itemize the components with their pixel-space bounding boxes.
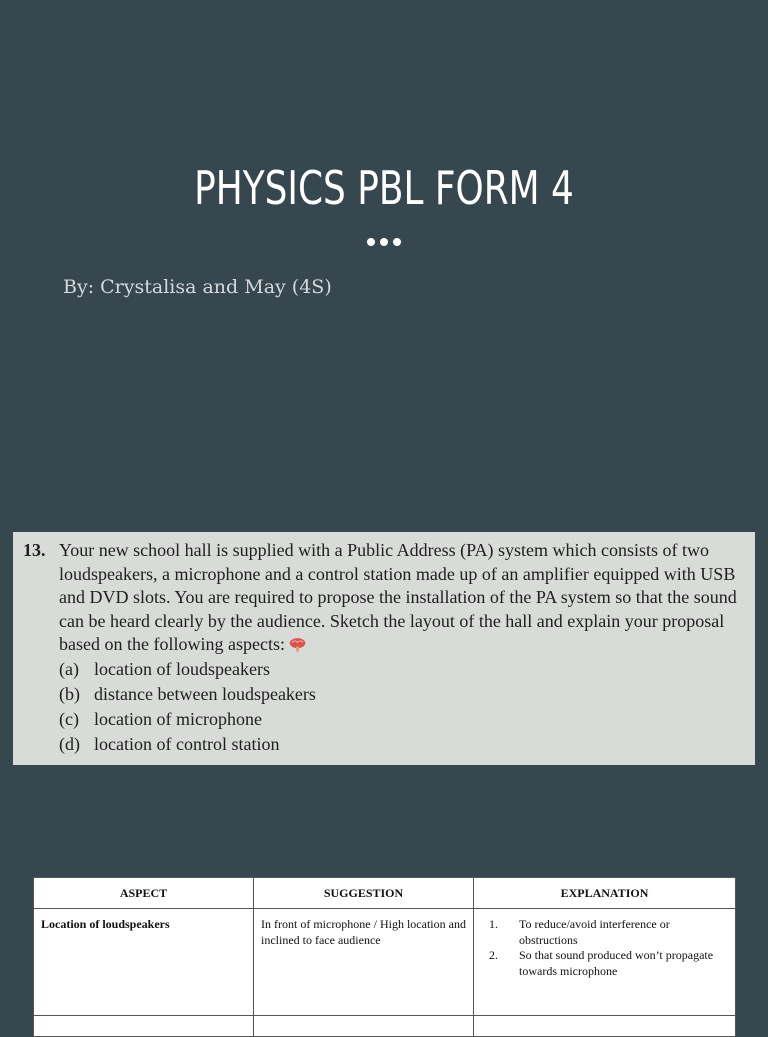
question-text: Your new school hall is supplied with a Public Address (PA) system which consists of two loudspeakers, a microphone and a control station made up of an amplifier equipped with USB and DVD slots. You are required to propose the installation of the PA system so that the sound can be heard clearly by the audience. Sketch the layout of the hall and explain your proposal based on the following aspects: [59, 540, 737, 654]
header-explanation: EXPLANATION [474, 878, 736, 909]
answer-table [33, 877, 735, 1037]
table-row [34, 909, 736, 1016]
separator-dots [0, 238, 768, 246]
aspects-list [23, 657, 743, 757]
table-row [34, 1016, 736, 1037]
question-number: 13. [23, 540, 46, 560]
cell-explanation: 1. To reduce/avoid interference or obstructions 2. So that sound produced won’t propagate towards microphone [474, 909, 736, 1016]
byline: By: Crystalisa and May (4S) [63, 276, 332, 298]
brain-icon [289, 637, 306, 652]
header-aspect: ASPECT [34, 878, 254, 909]
cell-aspect: Location of loudspeakers [34, 909, 254, 1016]
slide-title: PHYSICS PBL FORM 4 [194, 161, 574, 215]
question-image [13, 532, 755, 765]
cell-suggestion: In front of microphone / High location and inclined to face audience [254, 909, 474, 1016]
list-item: (b) distance between loudspeakers [59, 683, 316, 704]
list-item: (c) location of microphone [59, 708, 262, 729]
header-suggestion: SUGGESTION [254, 878, 474, 909]
list-item: (a) location of loudspeakers [59, 658, 270, 679]
list-item: (d) location of control station [59, 733, 280, 754]
